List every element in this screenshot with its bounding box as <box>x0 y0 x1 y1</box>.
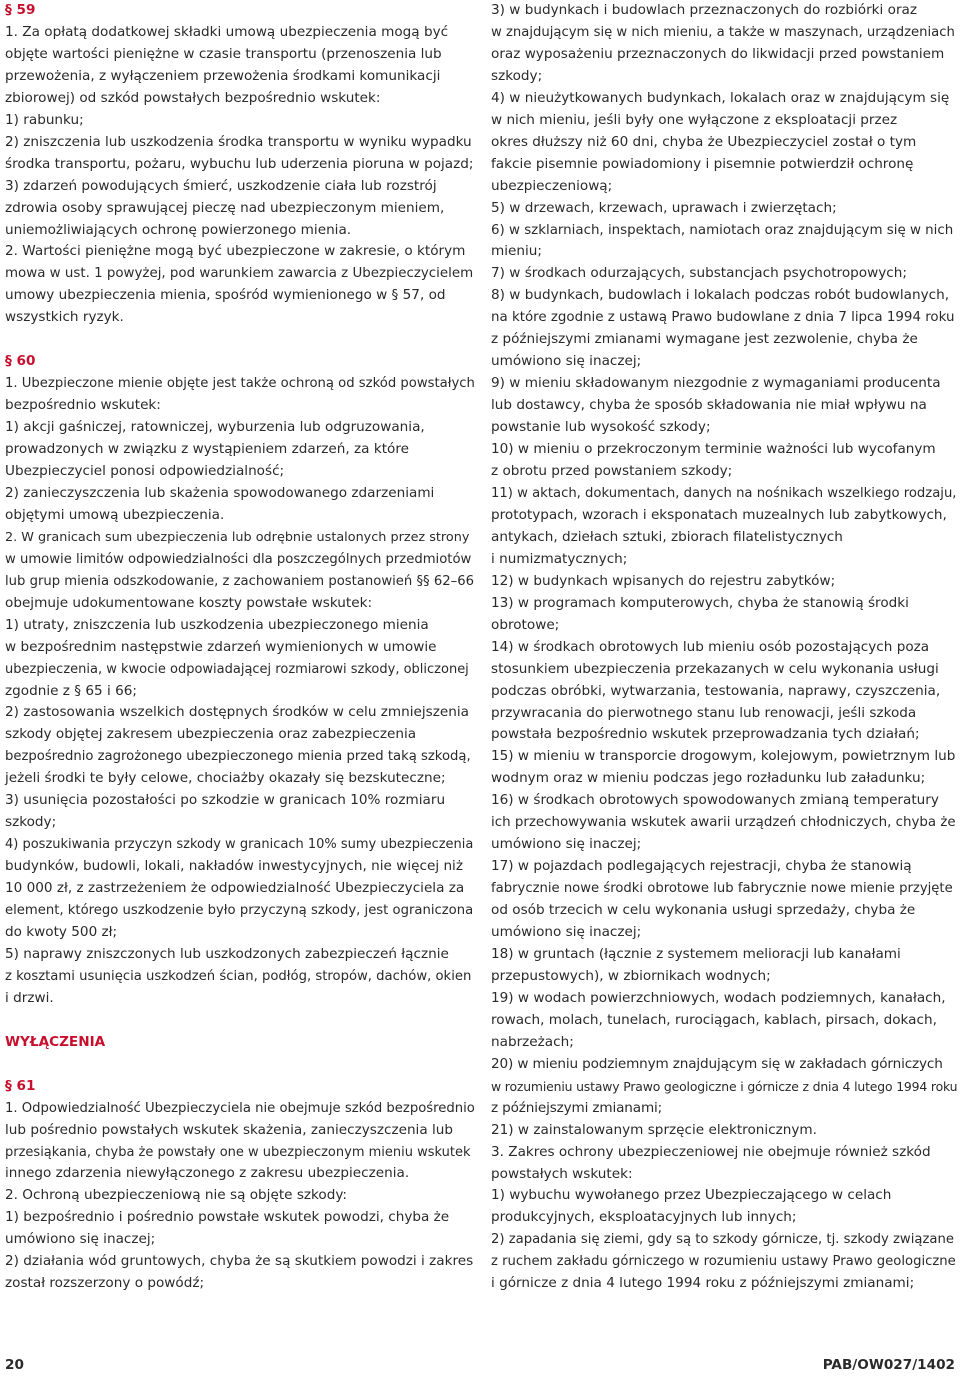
text-line: element, którego uszkodzenie było przyczyną szkody, jest ograniczona <box>5 903 474 919</box>
text-line: powstanie lub wysokość szkody; <box>491 419 711 436</box>
text-line: od osób trzecich w celu wykonania usługi sprzedaży, chyba że <box>491 902 916 919</box>
text-line: 2. Ochroną ubezpieczeniową nie są objęte szkody: <box>5 1187 348 1204</box>
text-line: powstałych wskutek: <box>491 1165 633 1182</box>
text-line: przywracania do pierwotnego stanu lub renowacji, jeśli szkoda <box>491 704 917 721</box>
text-line: innego zdarzenia niewyłączonego z zakresu ubezpieczenia. <box>5 1165 410 1182</box>
text-line: antykach, dziełach sztuki, zbiorach filatelistycznych <box>491 528 843 545</box>
text-line: 2) zapadania się ziemi, gdy są to szkody górnicze, tj. szkody związane <box>491 1232 954 1248</box>
text-line: w znajdującym się w nich mieniu, a także w maszynach, urządzeniach <box>491 24 955 40</box>
text-line: przepustowych), w zbiornikach wodnych; <box>491 967 771 984</box>
text-line: umówiono się inaczej; <box>491 353 642 370</box>
text-line: został rozszerzony o powódź; <box>5 1275 205 1292</box>
text-line: ubezpieczeniową; <box>491 177 613 194</box>
text-line: rowach, molach, tunelach, rurociągach, kablach, pirsach, dokach, <box>491 1011 937 1028</box>
text-line: 10) w mieniu o przekroczonym terminie ważności lub wycofanym <box>491 441 936 458</box>
section-heading: § 59 <box>5 2 36 18</box>
text-line: 2) zanieczyszczenia lub skażenia spowodowanego zdarzeniami <box>5 484 435 501</box>
text-line: wodnym oraz w mieniu podczas jego rozładunku lub załadunku; <box>491 770 926 787</box>
text-line: 2) zastosowania wszelkich dostępnych środków w celu zmniejszenia <box>5 704 469 721</box>
text-line: 2) działania wód gruntowych, chyba że są skutkiem powodzi i zakres <box>5 1253 474 1270</box>
text-line: 3) usunięcia pozostałości po szkodzie w granicach 10% rozmiaru <box>5 792 446 809</box>
text-line: z kosztami usunięcia uszkodzeń ścian, podłóg, stropów, dachów, okien <box>5 968 472 984</box>
text-line: okres dłuższy niż 60 dni, chyba że Ubezpieczyciel został o tym <box>491 133 917 150</box>
text-line: objęte wartości pieniężne w czasie transportu (przenoszenia lub <box>5 45 442 62</box>
text-line: fabrycznie nowe środki obrotowe lub fabrycznie nowe mienie przyjęte <box>491 881 953 897</box>
text-line: 8) w budynkach, budowlach i lokalach podczas robót budowlanych, <box>491 287 950 304</box>
text-line: objętymi umową ubezpieczenia. <box>5 506 225 523</box>
section-heading: WYŁĄCZENIA <box>5 1033 106 1050</box>
text-line: i numizmatycznych; <box>491 550 628 567</box>
text-line: 2. W granicach sum ubezpieczenia lub odrębnie ustalonych przez strony <box>5 529 470 545</box>
text-line: obejmuje udokumentowane koszty powstałe wskutek: <box>5 594 373 611</box>
text-line: produkcyjnych, eksploatacyjnych lub innych; <box>491 1209 797 1226</box>
document-code: PAB/OW027/1402 <box>822 1357 955 1373</box>
text-line: 11) w aktach, dokumentach, danych na nośnikach wszelkiego rodzaju, <box>491 485 957 501</box>
text-line: 1. Za opłatą dodatkowej składki umową ubezpieczenia mogą być <box>5 23 449 40</box>
text-line: 19) w wodach powierzchniowych, wodach podziemnych, kanałach, <box>491 989 946 1006</box>
text-line: z późniejszymi zmianami wymagane jest zezwolenie, chyba że <box>491 331 918 348</box>
text-line: lub dostawcy, chyba że sposób składowania nie miał wpływu na <box>491 397 927 414</box>
text-line: przesiąkania, chyba że powstały one w ubezpieczonym mieniu wskutek <box>5 1144 471 1160</box>
text-line: budynków, budowli, lokali, nakładów inwestycyjnych, nie więcej niż <box>5 858 463 875</box>
text-line: prowadzonych w związku z wystąpieniem zdarzeń, za które <box>5 441 410 458</box>
spacer <box>5 1010 475 1032</box>
text-line: i drzwi. <box>5 989 54 1006</box>
text-line: zbiorowej) od szkód powstałych bezpośrednio wskutek: <box>5 89 381 106</box>
text-line: bezpośrednio wskutek: <box>5 397 161 414</box>
text-line: mieniu; <box>491 243 542 260</box>
text-line: 12) w budynkach wpisanych do rejestru zabytków; <box>491 572 836 589</box>
text-line: z ruchem zakładu górniczego w rozumieniu ustawy Prawo geologiczne <box>491 1254 956 1270</box>
text-line: 1. Odpowiedzialność Ubezpieczyciela nie obejmuje szkód bezpośrednio <box>5 1100 475 1116</box>
text-line: 9) w mieniu składowanym niezgodnie z wymaganiami producenta <box>491 375 941 392</box>
text-line: 14) w środkach obrotowych lub mieniu osób pozostających poza <box>491 638 930 655</box>
text-line: szkody objętej zakresem ubezpieczenia oraz zabezpieczenia <box>5 726 417 743</box>
text-line: Ubezpieczyciel ponosi odpowiedzialność; <box>5 463 285 479</box>
text-line: uniemożliwiających ochronę powierzonego mienia. <box>5 221 352 238</box>
text-line: 2) zniszczenia lub uszkodzenia środka transportu w wyniku wypadku <box>5 133 472 150</box>
right-column <box>491 0 957 1295</box>
text-line: 5) naprawy zniszczonych lub uszkodzonych zabezpieczeń łącznie <box>5 945 449 962</box>
text-line: lub grup mienia odszkodowanie, z zachowaniem postanowień §§ 62–66 <box>5 573 474 589</box>
spacer <box>5 329 475 351</box>
text-line: 4) w nieużytkowanych budynkach, lokalach oraz w znajdującym się <box>491 89 950 106</box>
text-line: ubezpieczenia, w kwocie odpowiadającej rozmiarowi szkody, obliczonej <box>5 661 469 677</box>
text-line: środka transportu, pożaru, wybuchu lub uderzenia pioruna w pojazd; <box>5 155 474 172</box>
text-line: jeżeli środki te były celowe, chociażby okazały się bezskuteczne; <box>5 770 446 787</box>
text-line: 1) akcji gaśniczej, ratowniczej, wyburzenia lub odgruzowania, <box>5 419 425 436</box>
text-line: 1) bezpośrednio i pośrednio powstałe wskutek powodzi, chyba że <box>5 1209 450 1226</box>
text-line: zdrowia osoby sprawującej pieczę nad ubezpieczonym mieniem, <box>5 199 445 216</box>
text-line: bezpośrednio zagrożonego ubezpieczonego mienia przed taką szkodą, <box>5 749 471 765</box>
text-line: podczas obróbki, wytwarzania, testowania, naprawy, czyszczenia, <box>491 682 941 699</box>
text-line: 6) w szklarniach, inspektach, namiotach oraz znajdującym się w nich <box>491 222 954 238</box>
text-line: 2. Wartości pieniężne mogą być ubezpieczone w zakresie, o którym <box>5 243 466 260</box>
text-line: mowa w ust. 1 powyżej, pod warunkiem zawarcia z Ubezpieczycielem <box>5 266 474 282</box>
text-line: oraz wyposażeniu przeznaczonych do likwidacji przed powstaniem <box>491 45 945 62</box>
text-line: 1) utraty, zniszczenia lub uszkodzenia ubezpieczonego mienia <box>5 616 429 633</box>
text-line: 21) w zainstalowanym sprzęcie elektronicznym. <box>491 1121 817 1138</box>
text-line: umówiono się inaczej; <box>5 1231 156 1248</box>
page-number: 20 <box>5 1357 24 1373</box>
text-line: 1) rabunku; <box>5 111 84 128</box>
text-line: 16) w środkach obrotowych spowodowanych zmianą temperatury <box>491 792 939 809</box>
text-line: umowy ubezpieczenia mienia, spośród wymienionego w § 57, od <box>5 287 446 304</box>
text-line: zgodnie z § 65 i 66; <box>5 682 137 699</box>
text-line: 5) w drzewach, krzewach, uprawach i zwierzętach; <box>491 199 837 216</box>
section-heading: § 61 <box>5 1077 36 1094</box>
text-line: umówiono się inaczej; <box>491 924 642 941</box>
text-line: i górnicze z dnia 4 lutego 1994 roku z późniejszymi zmianami; <box>491 1275 915 1292</box>
text-line: 7) w środkach odurzających, substancjach psychotropowych; <box>491 265 907 282</box>
text-line: umówiono się inaczej; <box>491 836 642 853</box>
text-line: w rozumieniu ustawy Prawo geologiczne i górnicze z dnia 4 lutego 1994 roku <box>491 1078 958 1094</box>
text-line: 17) w pojazdach podlegających rejestracji, chyba że stanowią <box>491 858 912 875</box>
text-line: w bezpośrednim następstwie zdarzeń wymienionych w umowie <box>5 638 437 655</box>
text-line: 3) zdarzeń powodujących śmierć, uszkodzenie ciała lub rozstrój <box>5 177 437 194</box>
text-line: 10 000 zł, z zastrzeżeniem że odpowiedzialność Ubezpieczyciela za <box>5 880 465 897</box>
text-line: szkody; <box>491 67 543 84</box>
spacer <box>5 1054 475 1076</box>
text-line: na które zgodnie z ustawą Prawo budowlane z dnia 7 lipca 1994 roku <box>491 310 955 326</box>
text-line: 1. Ubezpieczone mienie objęte jest także ochroną od szkód powstałych <box>5 376 475 392</box>
text-line: 18) w gruntach (łącznie z systemem melioracji lub kanałami <box>491 945 901 962</box>
text-line: lub pośrednio powstałych wskutek skażenia, zanieczyszczenia lub <box>5 1121 454 1138</box>
text-line: obrotowe; <box>491 616 560 633</box>
text-line: szkody; <box>5 814 57 831</box>
text-line: w nich mieniu, jeśli były one wyłączone z eksploatacji przez <box>491 111 898 128</box>
text-line: stosunkiem ubezpieczenia przekazanych w celu wykonania usługi <box>491 660 939 677</box>
text-line: 1) wybuchu wywołanego przez Ubezpieczającego w celach <box>491 1187 892 1204</box>
text-line: z obrotu przed powstaniem szkody; <box>491 463 733 480</box>
text-line: ich przechowywania wskutek awarii urządzeń chłodniczych, chyba że <box>491 815 956 831</box>
text-line: wszystkich ryzyk. <box>5 309 124 326</box>
text-line: nabrzeżach; <box>491 1033 574 1050</box>
text-line: 4) poszukiwania przyczyn szkody w granicach 10% sumy ubezpieczenia <box>5 837 474 853</box>
text-line: do kwoty 500 zł; <box>5 924 118 941</box>
text-line: z późniejszymi zmianami; <box>491 1099 663 1116</box>
section-heading: § 60 <box>5 353 36 370</box>
text-line: 3. Zakres ochrony ubezpieczeniowej nie obejmuje również szkód <box>491 1143 931 1160</box>
left-column <box>5 0 475 1295</box>
text-line: 20) w mieniu podziemnym znajdującym się w zakładach górniczych <box>491 1055 943 1072</box>
text-line: 13) w programach komputerowych, chyba że stanowią środki <box>491 594 909 611</box>
text-line: powstała bezpośrednio wskutek przeprowadzania tych działań; <box>491 726 920 743</box>
text-line: 15) w mieniu w transporcie drogowym, kolejowym, powietrznym lub <box>491 748 956 765</box>
text-line: 3) w budynkach i budowlach przeznaczonych do rozbiórki oraz <box>491 2 917 18</box>
text-line: w umowie limitów odpowiedzialności dla poszczególnych przedmiotów <box>5 551 472 567</box>
text-line: przewożenia, z wyłączeniem przewożenia środkami komunikacji <box>5 67 441 84</box>
text-line: fakcie pisemnie powiadomiony i pisemnie potwierdził ochronę <box>491 155 914 172</box>
text-line: prototypach, wzorach i eksponatach muzealnych lub zabytkowych, <box>491 506 947 523</box>
